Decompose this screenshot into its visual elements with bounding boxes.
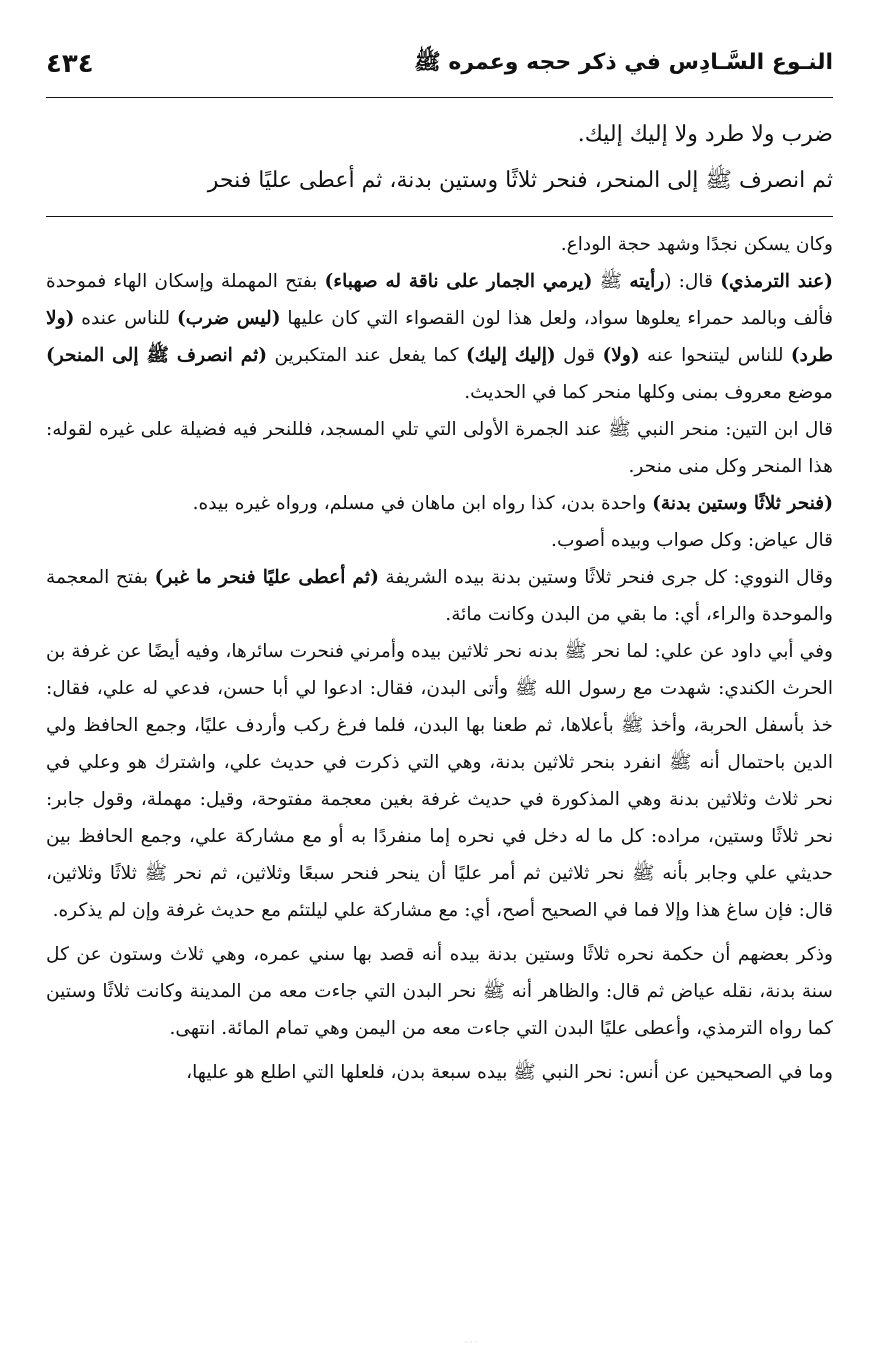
commentary-text-run: وقال النووي: كل جرى فنحر ثلاثًا وستين بدنة بيده الشريفة xyxy=(378,567,833,588)
commentary-text-run: للناس عنده xyxy=(74,308,177,329)
matn-text xyxy=(46,112,833,204)
quoted-matn-phrase: (ولا) xyxy=(602,345,640,366)
commentary-text-run: وكان يسكن نجدًا وشهد حجة الوداع. xyxy=(560,234,833,255)
commentary-paragraph xyxy=(46,485,833,522)
commentary-text xyxy=(46,226,833,1091)
running-title: النـوع السَّـادِس في ذكر حجه وعمره ﷺ xyxy=(414,50,833,75)
commentary-text-run: بفتح المهملة وإسكان الهاء فموحدة فألف وبالمد حمراء يعلوها سواد، ولعل هذا لون القصواء التي كان عليها xyxy=(46,271,834,329)
quoted-matn-phrase: (فنحر ثلاثًا وستين بدنة) xyxy=(652,493,833,514)
commentary-text-run: للناس ليتنحوا عنه xyxy=(639,345,791,366)
commentary-text-run: واحدة بدن، كذا رواه ابن ماهان في مسلم، ورواه غيره بيده. xyxy=(192,493,653,514)
commentary-text-run: وذكر بعضهم أن حكمة نحره ثلاثًا وستين بدنة بيده أنه قصد بها سني عمره، وهي ثلاث وستون عن كل سنة بدنة، نقله عياض ثم قال: والظاهر أنه ﷺ نحر البدن التي جاءت معه من المدينة وكانت ثلاثًا وستين كما رواه الترمذي، وأعطى عليًا البدن التي جاءت معه من اليمن وهي تمام المائة. انتهى. xyxy=(46,944,833,1039)
quoted-matn-phrase: (إليك إليك) xyxy=(465,345,556,366)
commentary-text-run: كما يفعل عند المتكبرين xyxy=(267,345,466,366)
quoted-matn-phrase: رأيته xyxy=(629,271,665,292)
commentary-paragraph xyxy=(46,226,833,263)
quoted-matn-phrase: (يرمي الجمار على ناقة له صهباء) xyxy=(324,271,593,292)
commentary-text-run: وفي أبي داود عن علي: لما نحر ﷺ بدنه نحر ثلاثين بيده وأمرني فنحرت سائرها، وفيه أيضًا عن غرفة بن الحرث الكندي: شهدت مع رسول الله ﷺ وأتى البدن، فقال: ادعوا لي أبا حسن، فدعي له علي، فقال: خذ بأسفل الحربة، وأخذ ﷺ بأعلاها، ثم طعنا بها البدن، فلما فرغ ركب وأردف عليًا، وجمع الحافظ ولي الدين باحتمال أنه ﷺ انفرد بنحر ثلاثين بدنة، وهي التي ذكرت في حديث علي، واشترك هو وعلي في نحر ثلاث وثلاثين بدنة وهي المذكورة في حديث غرفة بغين معجمة مفتوحة، وقيل: مهملة، وقول جابر: نحر ثلاثًا وستين، مراده: كل ما له دخل في نحره إما منفردًا به أو مع مشاركة علي، وجمع الحافظ بين حديثي علي وجابر بأنه ﷺ نحر ثلاثين ثم أمر عليًا أن ينحر فنحر سبعًا وثلاثين، ثم نحر ﷺ ثلاثًا وثلاثين، قال: فإن ساغ هذا وإلا فما في الصحيح أصح، أي: مع مشاركة علي ليلتئم مع حديث غرفة وإن لم يذكره. xyxy=(46,641,834,921)
matn-line: ثم انصرف ﷺ إلى المنحر، فنحر ثلاثًا وستين بدنة، ثم أعطى عليًا فنحر xyxy=(207,168,833,193)
quoted-matn-phrase: (ليس ضرب) xyxy=(176,308,281,329)
commentary-text-run: قال: ( xyxy=(664,271,721,292)
commentary-paragraph xyxy=(46,1054,833,1091)
commentary-paragraph xyxy=(46,936,833,1047)
matn-line: ضرب ولا طرد ولا إليك إليك. xyxy=(577,122,833,147)
matn-sharh-divider xyxy=(46,216,833,217)
commentary-paragraph xyxy=(46,411,833,485)
quoted-matn-phrase: (ولا طرد) xyxy=(46,308,834,366)
commentary-text-run: قول xyxy=(555,345,603,366)
commentary-paragraph xyxy=(46,559,833,633)
commentary-text-run: موضع معروف بمنى وكلها منحر كما في الحديث. xyxy=(464,382,833,403)
commentary-paragraph xyxy=(46,633,833,929)
scan-mark: · · · xyxy=(464,1338,478,1347)
page-header xyxy=(46,44,833,84)
page-number: ٤٣٤ xyxy=(46,49,94,79)
quoted-matn-phrase: (ثم أعطى عليًا فنحر ما غبر) xyxy=(154,567,379,588)
header-rule xyxy=(46,97,833,98)
quoted-matn-phrase: (ثم انصرف ﷺ إلى المنحر) xyxy=(46,345,268,366)
commentary-text-run: قال عياض: وكل صواب وبيده أصوب. xyxy=(551,530,833,551)
book-page xyxy=(46,0,833,1360)
quoted-matn-phrase: (عند الترمذي) xyxy=(720,271,833,292)
commentary-paragraph xyxy=(46,522,833,559)
commentary-text-run: وما في الصحيحين عن أنس: نحر النبي ﷺ بيده سبعة بدن، فلعلها التي اطلع هو عليها، xyxy=(186,1062,833,1083)
commentary-text-run: بفتح المعجمة والموحدة والراء، أي: ما بقي من البدن وكانت مائة. xyxy=(46,567,833,625)
commentary-paragraph xyxy=(46,263,833,411)
commentary-text-run: قال ابن التين: منحر النبي ﷺ عند الجمرة الأولى التي تلي المسجد، فللنحر فيه فضيلة على غيره لقوله: هذا المنحر وكل منى منحر. xyxy=(46,419,833,477)
commentary-text-run: ﷺ xyxy=(592,271,630,292)
